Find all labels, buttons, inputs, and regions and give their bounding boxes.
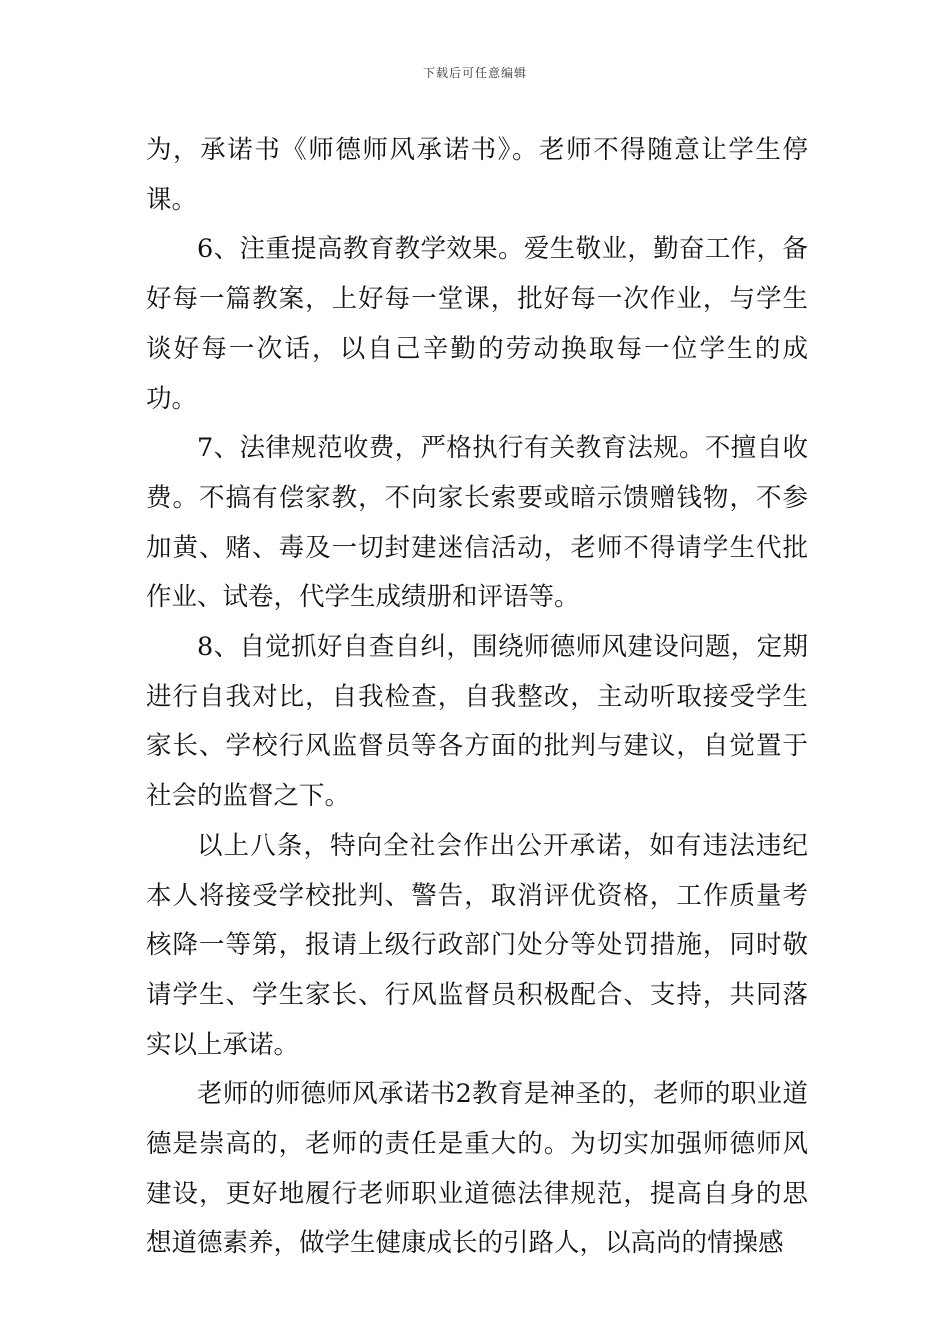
paragraph-item-8: 8、自觉抓好自查自纠，围绕师德师风建设问题，定期进行自我对比，自我检查，自我整改，主动听取接受学生家长、学校行风监督员等各方面的批判与建议，自觉置于社会的监督之下。 <box>146 632 808 812</box>
paragraph-item-6: 6、注重提高教育教学效果。爱生敬业，勤奋工作，备好每一篇教案，上好每一堂课，批好每一次作业，与学生谈好每一次话，以自己辛勤的劳动换取每一位学生的成功。 <box>146 234 808 414</box>
paragraph-continuation: 为，承诺书《师德师风承诺书》。老师不得随意让学生停课。 <box>146 135 808 215</box>
page-header: 下载后可任意编辑 <box>422 66 527 80</box>
paragraph-pledge-2: 老师的师德师风承诺书2教育是神圣的，老师的职业道德是崇高的，老师的责任是重大的。为切实加强师德师风建设，更好地履行老师职业道德法律规范，提高自身的思想道德素养，做学生健康成长的引路人，以高尚的情操感 <box>146 1079 808 1259</box>
document-body <box>146 126 808 1269</box>
paragraph-item-7: 7、法律规范收费，严格执行有关教育法规。不擅自收费。不搞有偿家教，不向家长索要或暗示馈赠钱物，不参加黄、赌、毒及一切封建迷信活动，老师不得请学生代批作业、试卷，代学生成绩册和评语等。 <box>146 433 808 613</box>
paragraph-summary: 以上八条，特向全社会作出公开承诺，如有违法违纪本人将接受学校批判、警告，取消评优资格，工作质量考核降一等第，报请上级行政部门处分等处罚措施，同时敬请学生、学生家长、行风监督员积极配合、支持，共同落实以上承诺。 <box>146 830 808 1060</box>
